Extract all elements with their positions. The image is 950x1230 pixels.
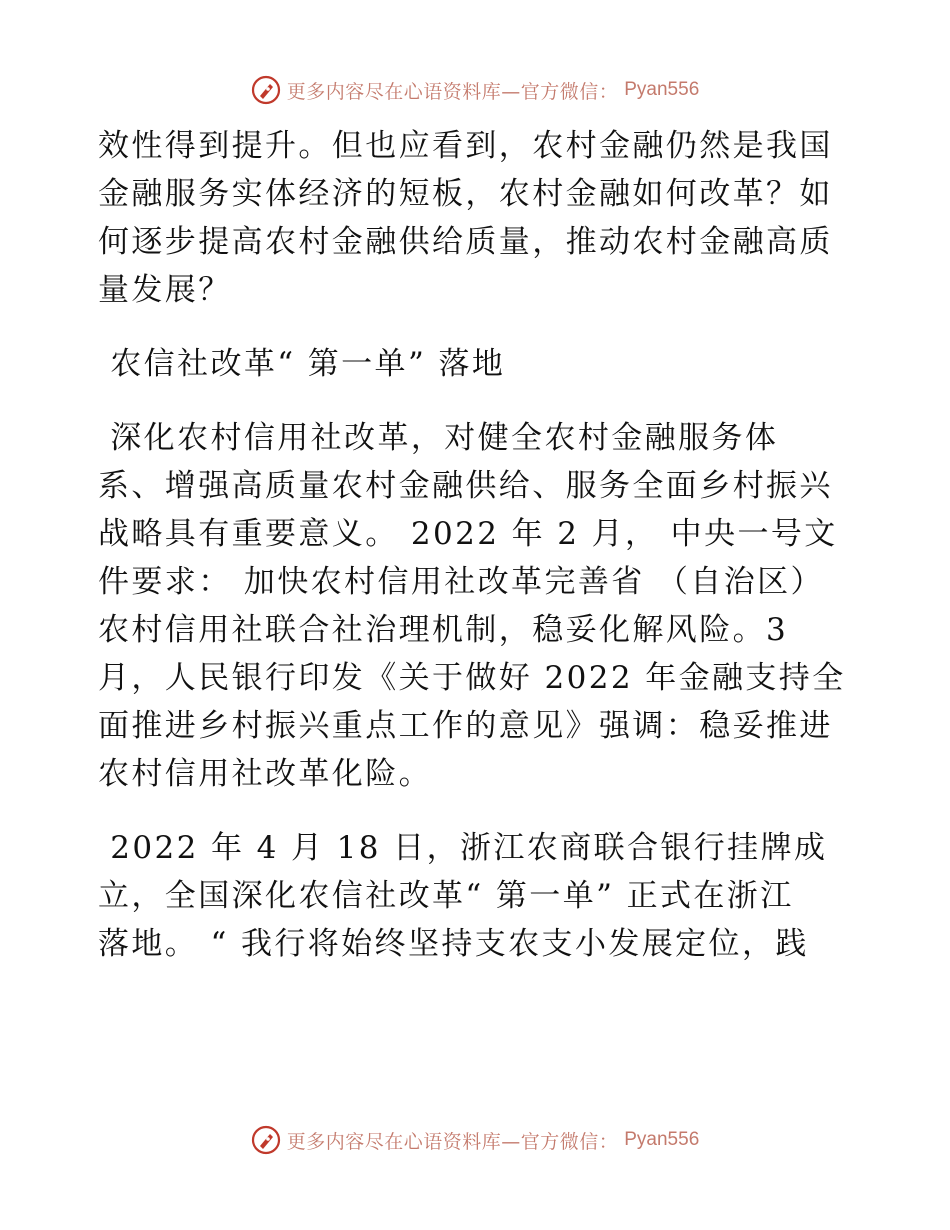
text-line: 立，全国深化农信社改革“ 第一单” 正式在浙江: [98, 878, 794, 914]
watermark-text: 更多内容尽在心语资料库—官方微信：: [286, 1130, 619, 1153]
pen-nib-seal-icon: [251, 1125, 281, 1155]
text-line: 效性得到提升。但也应看到，农村金融仍然是我国: [98, 128, 833, 164]
text-line: 农村信用社改革化险。: [98, 756, 432, 792]
text-line: 月，人民银行印发《关于做好 2022 年金融支持全: [98, 660, 846, 696]
paragraph: [98, 414, 848, 798]
text-line: 深化农村信用社改革，对健全农村金融服务体: [98, 420, 779, 456]
text-line: 面推进乡村振兴重点工作的意见》强调：稳妥推进: [98, 708, 833, 744]
paragraph: [98, 824, 848, 968]
text-line: 件要求： 加快农村信用社改革完善省 （自治区）: [98, 564, 824, 600]
watermark-wechat-id: Pyan556: [624, 1129, 700, 1150]
text-line: 何逐步提高农村金融供给质量，推动农村金融高质: [98, 224, 833, 260]
page-footer-watermark: [0, 1122, 950, 1158]
text-line: 系、增强高质量农村金融供给、服务全面乡村振兴: [98, 468, 833, 504]
watermark: [251, 1125, 700, 1155]
text-line: 金融服务实体经济的短板，农村金融如何改革？如: [98, 176, 833, 212]
text-line: 量发展？: [98, 272, 232, 308]
watermark: [251, 75, 700, 105]
watermark-wechat-id: Pyan556: [624, 79, 700, 100]
text-line: 农村信用社联合社治理机制，稳妥化解风险。3: [98, 612, 789, 648]
watermark-text: 更多内容尽在心语资料库—官方微信：: [286, 80, 619, 103]
paragraph: [98, 122, 848, 314]
section-heading: [98, 340, 848, 388]
text-line: 战略具有重要意义。 2022 年 2 月， 中央一号文: [98, 516, 838, 552]
document-body: [98, 122, 848, 968]
pen-nib-seal-icon: [251, 75, 281, 105]
heading-text: 农信社改革“ 第一单” 落地: [98, 346, 506, 382]
text-line: 落地。 “ 我行将始终坚持支农支小发展定位，践: [98, 926, 809, 962]
page-header-watermark: [0, 72, 950, 108]
text-line: 2022 年 4 月 18 日，浙江农商联合银行挂牌成: [98, 830, 828, 866]
